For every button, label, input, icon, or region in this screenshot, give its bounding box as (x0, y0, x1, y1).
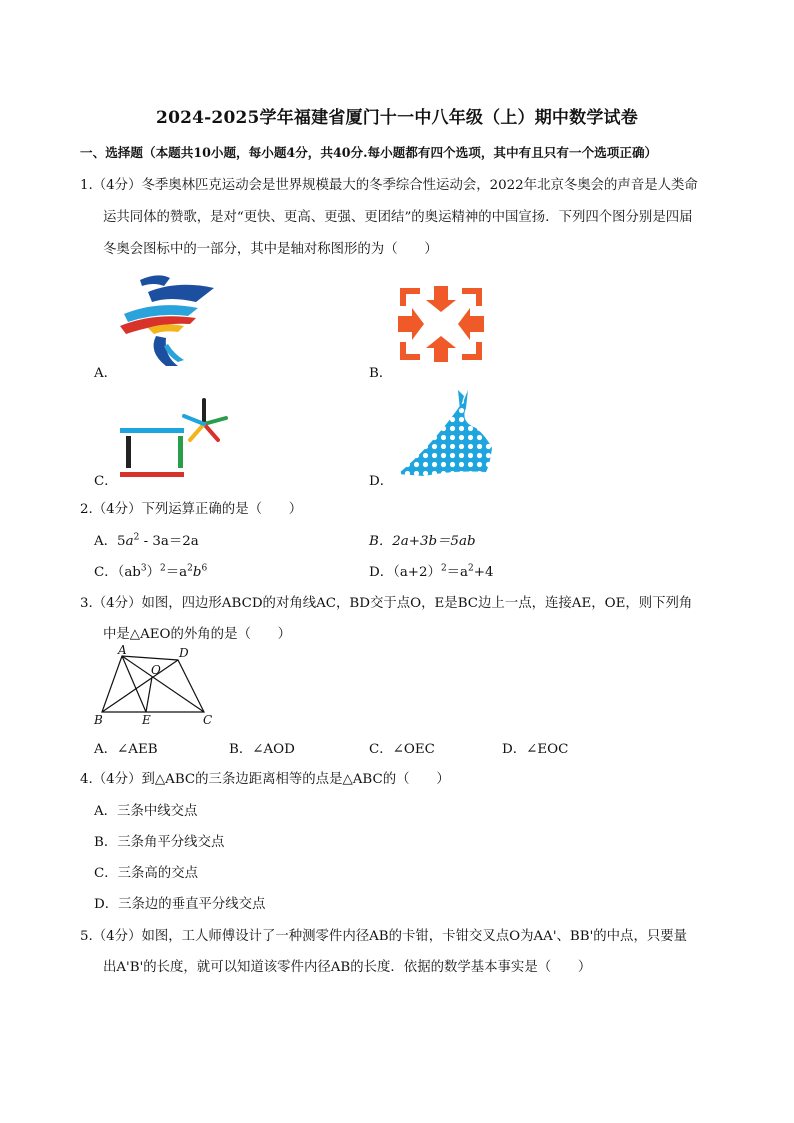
q1-option-a-label: A． (94, 366, 118, 381)
dotted-wedge-image (394, 388, 494, 478)
q1-option-b-label: B． (369, 366, 393, 381)
quadrilateral-figure (88, 642, 220, 728)
beijing-emblem-image (118, 272, 218, 368)
q3-option-a: A．∠AEB (94, 742, 158, 757)
point-label-o: O (151, 663, 161, 677)
page-title: 2024-2025学年福建省厦门十一中八年级（上）期中数学试卷 (156, 108, 638, 128)
q3-option-c: C．∠OEC (369, 742, 435, 757)
q4-option-a: A．三条中线交点 (94, 804, 198, 819)
q1-line-2: 运共同体的赞歌，是对“更快、更高、更强、更团结”的奥运精神的中国宣扬．下列四个图分别是四届 (103, 210, 693, 225)
orange-emblem-image (394, 282, 488, 366)
point-label-c: C (203, 713, 213, 727)
q4-stem: 4.（4分）到△ABC的三条边距离相等的点是△ABC的（ ） (80, 772, 450, 787)
q2-option-d: D．$(a+2)^2=a^2+4$ (369, 563, 494, 580)
point-label-b: B (94, 713, 103, 727)
q5-line-1: 5.（4分）如图，工人师傅设计了一种测零件内径AB的卡钳，卡钳交叉点O为AA'、BB'的中点，只要量 (80, 929, 688, 944)
q4-option-c: C．三条高的交点 (94, 866, 198, 881)
q2-stem: 2.（4分）下列运算正确的是（ ） (80, 502, 303, 517)
q1-option-d-label: D． (369, 474, 394, 489)
point-label-e: E (142, 713, 151, 727)
q1-line-3: 冬奥会图标中的一部分，其中是轴对称图形的为（ ） (103, 242, 438, 257)
q4-option-b: B．三条角平分线交点 (94, 835, 225, 850)
bars-star-image (114, 396, 232, 482)
q3-option-b: B．∠AOD (229, 742, 295, 757)
section-heading: 一、选择题（本题共10小题，每小题4分，共40分.每小题都有四个选项，其中有且只有一个选项正确） (80, 145, 658, 160)
q3-line-1: 3.（4分）如图，四边形ABCD的对角线AC，BD交于点O，E是BC边上一点，连接AE，OE，则下列角 (80, 596, 693, 611)
q1-line-1: 1.（4分）冬季奥林匹克运动会是世界规模最大的冬季综合性运动会，2022年北京冬奥会的声音是人类命 (80, 178, 698, 193)
q3-option-d: D．∠EOC (502, 742, 569, 757)
q3-line-2: 中是△AEO的外角的是（ ） (103, 627, 292, 642)
point-label-d: D (179, 646, 189, 660)
q5-line-2: 出A'B'的长度，就可以知道该零件内径AB的长度．依据的数学基本事实是（ ） (103, 960, 592, 975)
q2-option-b: B．2a+3b＝5ab (369, 534, 476, 549)
point-label-a: A (118, 643, 127, 657)
q2-option-a: A．$5a^2 - 3a=2a$ (94, 532, 199, 549)
q4-option-d: D．三条边的垂直平分线交点 (94, 897, 266, 912)
q2-option-c: C．$(ab^3)^2=a^2b^6$ (94, 563, 208, 580)
q1-option-c-label: C． (94, 474, 118, 489)
